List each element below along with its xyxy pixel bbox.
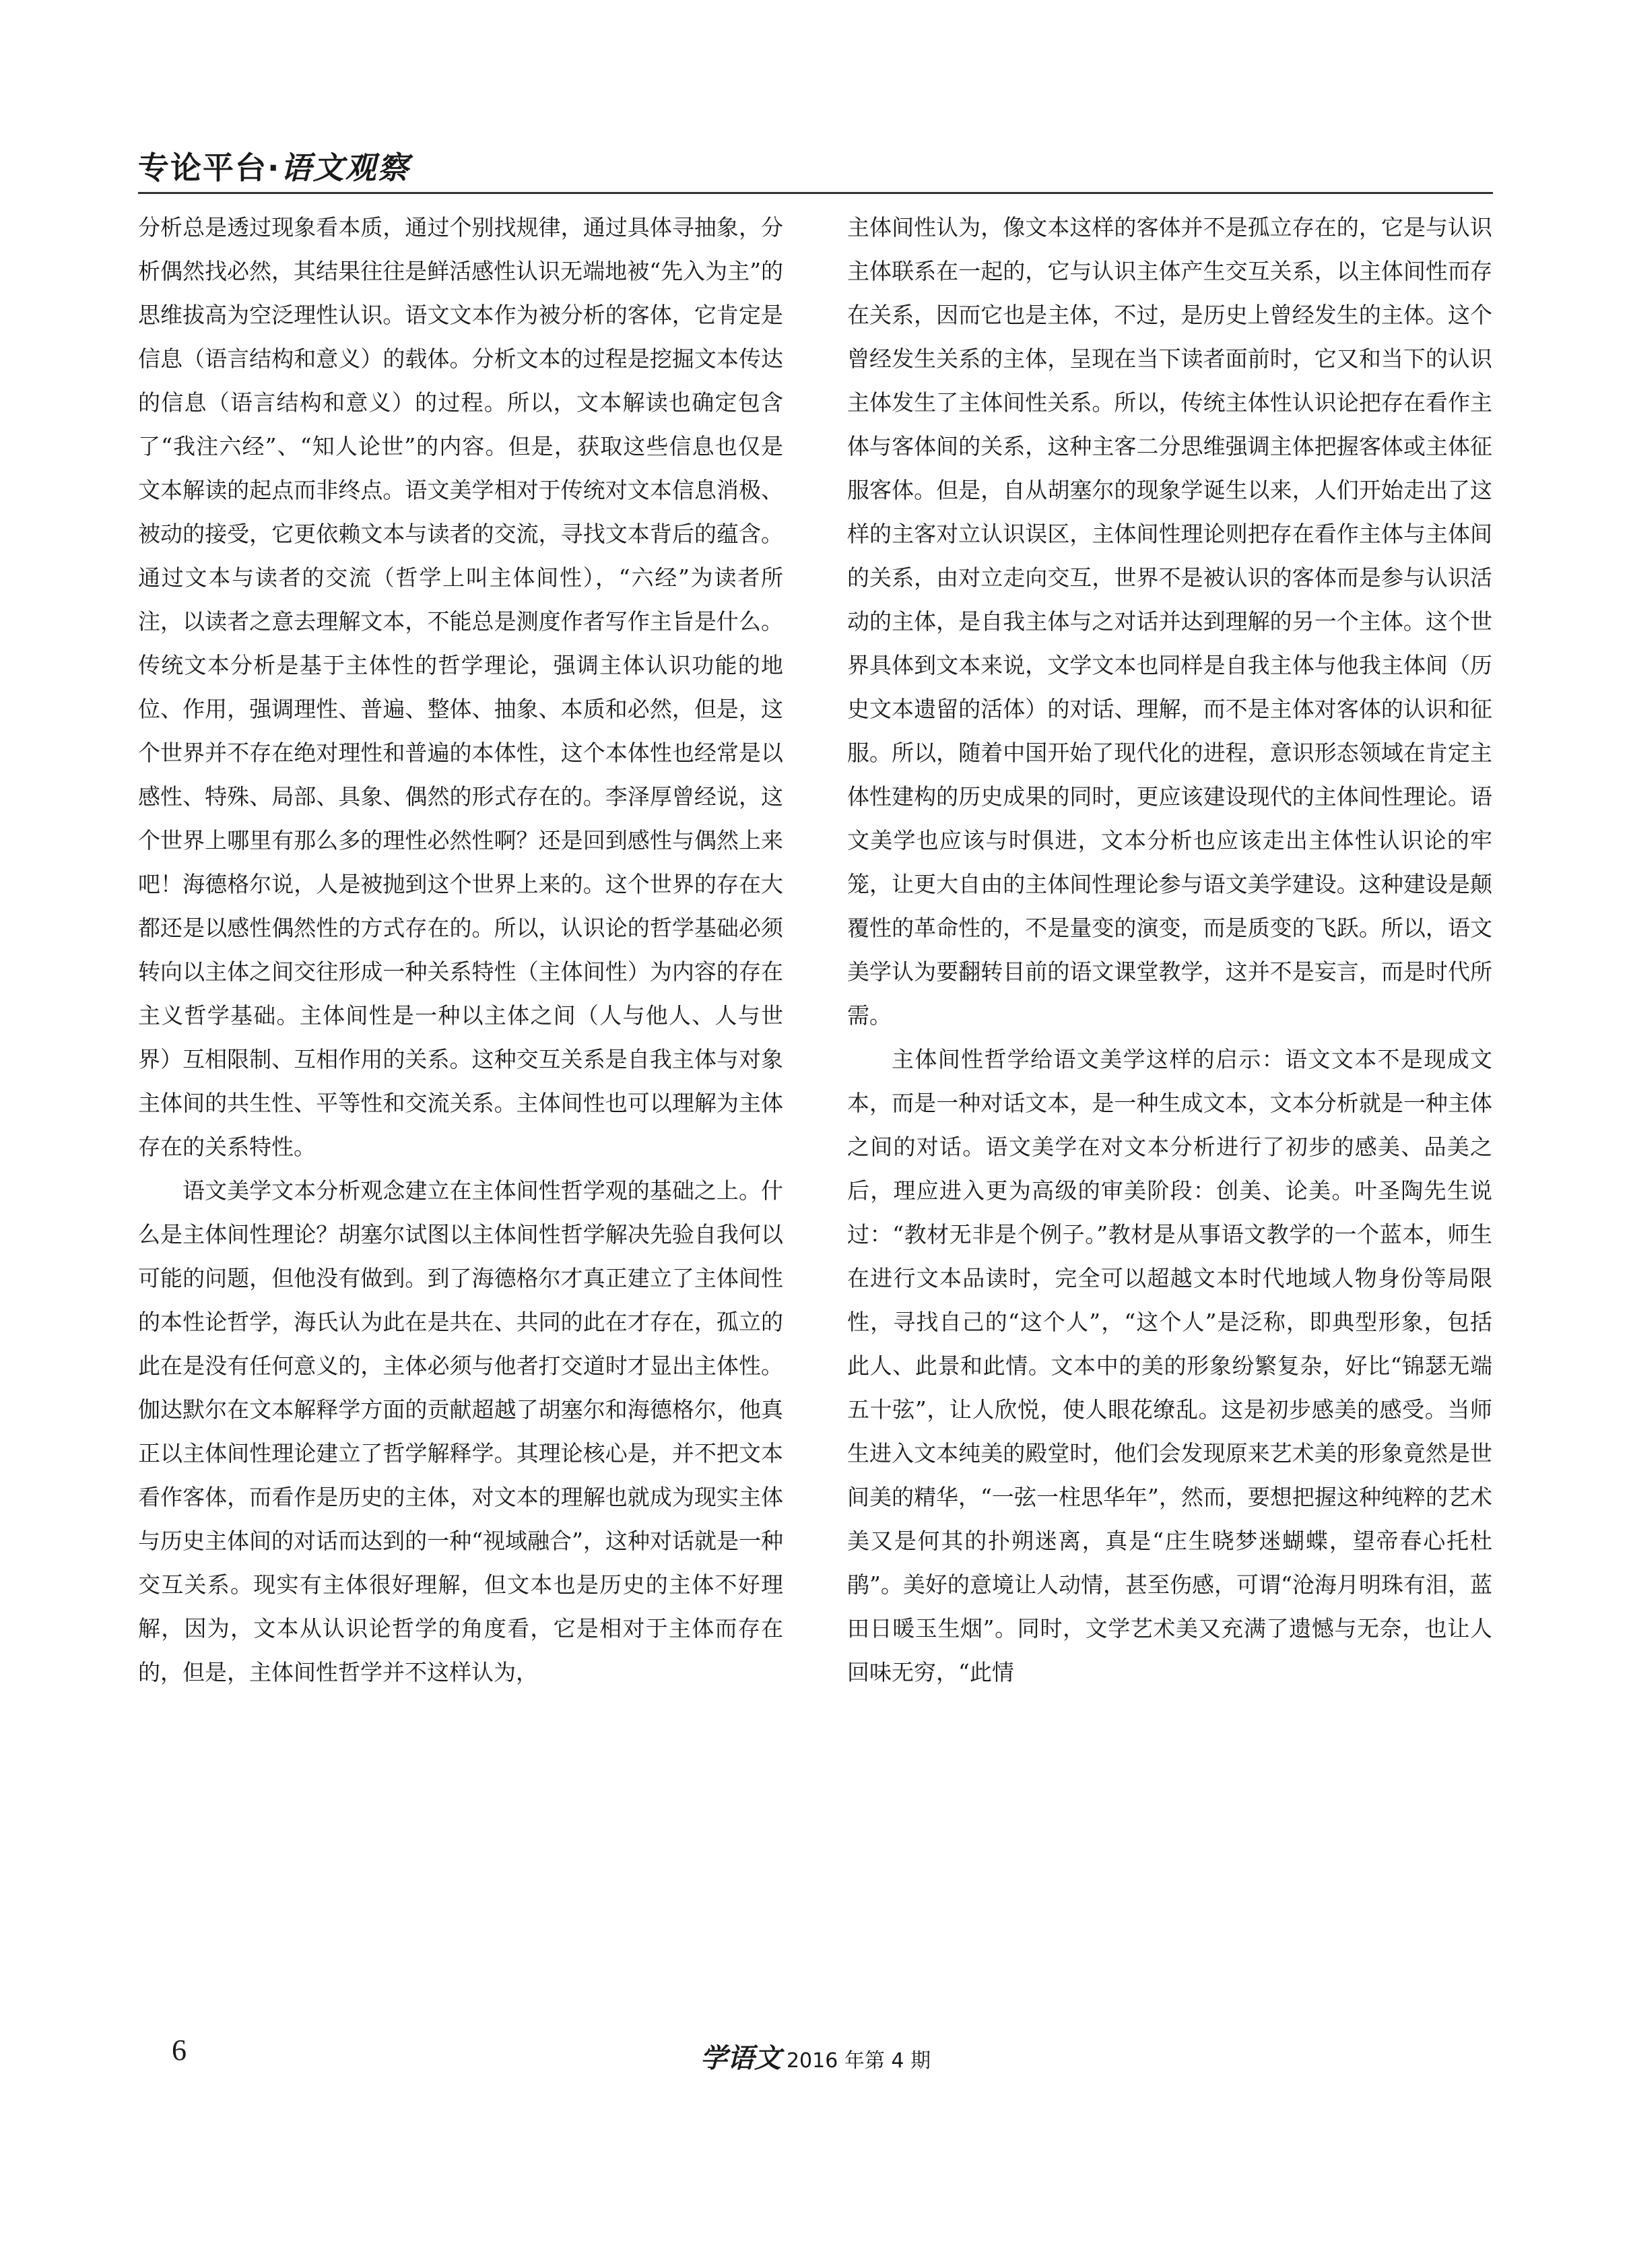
section-separator: · — [267, 150, 281, 186]
right-column — [847, 205, 1492, 1694]
subsection-name: 语文观察 — [280, 150, 410, 186]
page-number: 6 — [172, 2034, 187, 2067]
section-title — [138, 143, 409, 188]
running-header — [138, 138, 1493, 191]
header-rule — [138, 192, 1493, 194]
paragraph: 主体间性哲学给语文美学这样的启示：语文文本不是现成文本，而是一种对话文本，是一种生成文本，文本分析就是一种主体之间的对话。语文美学在对文本分析进行了初步的感美、品美之后，理应进入更为高级的审美阶段：创美、论美。叶圣陶先生说过：“教材无非是个例子。”教材是从事语文教学的一个蓝本，师生在进行文本品读时，完全可以超越文本时代地域人物身份等局限性，寻找自己的“这个人”，“这个人”是泛称，即典型形象，包括此人、此景和此情。文本中的美的形象纷繁复杂，好比“锦瑟无端五十弦”，让人欣悦，使人眼花缭乱。这是初步感美的感受。当师生进入文本纯美的殿堂时，他们会发现原来艺术美的形象竟然是世间美的精华，“一弦一柱思华年”，然而，要想把握这种纯粹的艺术美又是何其的扑朔迷离，真是“庄生晓梦迷蝴蝶，望帝春心托杜鹃”。美好的意境让人动情，甚至伤感，可谓“沧海月明珠有泪，蓝田日暖玉生烟”。同时，文学艺术美又充满了遗憾与无奈，也让人回味无穷，“此情 — [847, 1046, 1492, 1685]
paragraph: 语文美学文本分析观念建立在主体间性哲学观的基础之上。什么是主体间性理论？胡塞尔试图以主体间性哲学解决先验自我何以可能的问题，但他没有做到。到了海德格尔才真正建立了主体间性的本性论哲学，海氏认为此在是共在、共同的此在才存在，孤立的此在是没有任何意义的，主体必须与他者打交道时才显出主体性。伽达默尔在文本解释学方面的贡献超越了胡塞尔和海德格尔，他真正以主体间性理论建立了哲学解释学。其理论核心是，并不把文本看作客体，而看作是历史的主体，对文本的理解也就成为现实主体与历史主体间的对话而达到的一种“视域融合”，这种对话就是一种交互关系。现实有主体很好理解，但文本也是历史的主体不好理解，因为，文本从认识论哲学的角度看，它是相对于主体而存在的，但是，主体间性哲学并不这样认为， — [138, 1177, 783, 1685]
paragraph: 主体间性认为，像文本这样的客体并不是孤立存在的，它是与认识主体联系在一起的，它与认识主体产生交互关系，以主体间性而存在关系，因而它也是主体，不过，是历史上曾经发生的主体。这个曾经发生关系的主体，呈现在当下读者面前时，它又和当下的认识主体发生了主体间性关系。所以，传统主体性认识论把存在看作主体与客体间的关系，这种主客二分思维强调主体把握客体或主体征服客体。但是，自从胡塞尔的现象学诞生以来，人们开始走出了这样的主客对立认识误区，主体间性理论则把存在看作主体与主体间的关系，由对立走向交互，世界不是被认识的客体而是参与认识活动的主体，是自我主体与之对话并达到理解的另一个主体。这个世界具体到文本来说，文学文本也同样是自我主体与他我主体间（历史文本遗留的活体）的对话、理解，而不是主体对客体的认识和征服。所以，随着中国开始了现代化的进程，意识形态领域在肯定主体性建构的历史成果的同时，更应该建设现代的主体间性理论。语文美学也应该与时俱进，文本分析也应该走出主体性认识论的牢笼，让更大自由的主体间性理论参与语文美学建设。这种建设是颠覆性的革命性的，不是量变的演变，而是质变的飞跃。所以，语文美学认为要翻转目前的语文课堂教学，这并不是妄言，而是时代所需。 — [847, 214, 1492, 1029]
paragraph: 分析总是透过现象看本质，通过个别找规律，通过具体寻抽象，分析偶然找必然，其结果往往是鲜活感性认识无端地被“先入为主”的思维拔高为空泛理性认识。语文文本作为被分析的客体，它肯定是信息（语言结构和意义）的载体。分析文本的过程是挖掘文本传达的信息（语言结构和意义）的过程。所以，文本解读也确定包含了“我注六经”、“知人论世”的内容。但是，获取这些信息也仅是文本解读的起点而非终点。语文美学相对于传统对文本信息消极、被动的接受，它更依赖文本与读者的交流，寻找文本背后的蕴含。通过文本与读者的交流（哲学上叫主体间性），“六经”为读者所注，以读者之意去理解文本，不能总是测度作者写作主旨是什么。传统文本分析是基于主体性的哲学理论，强调主体认识功能的地位、作用，强调理性、普遍、整体、抽象、本质和必然，但是，这个世界并不存在绝对理性和普遍的本体性，这个本体性也经常是以感性、特殊、局部、具象、偶然的形式存在的。李泽厚曾经说，这个世界上哪里有那么多的理性必然性啊？还是回到感性与偶然上来吧！海德格尔说，人是被抛到这个世界上来的。这个世界的存在大都还是以感性偶然性的方式存在的。所以，认识论的哲学基础必须转向以主体之间交往形成一种关系特性（主体间性）为内容的存在主义哲学基础。主体间性是一种以主体之间（人与他人、人与世界）互相限制、互相作用的关系。这种交互关系是自我主体与对象主体间的共生性、平等性和交流关系。主体间性也可以理解为主体存在的关系特性。 — [138, 214, 783, 1160]
journal-footer — [0, 2037, 1631, 2075]
journal-name: 学语文 — [700, 2042, 781, 2074]
journal-issue: 2016 年第 4 期 — [786, 2049, 931, 2073]
section-name: 专论平台 — [138, 150, 267, 186]
left-column — [138, 205, 783, 1694]
